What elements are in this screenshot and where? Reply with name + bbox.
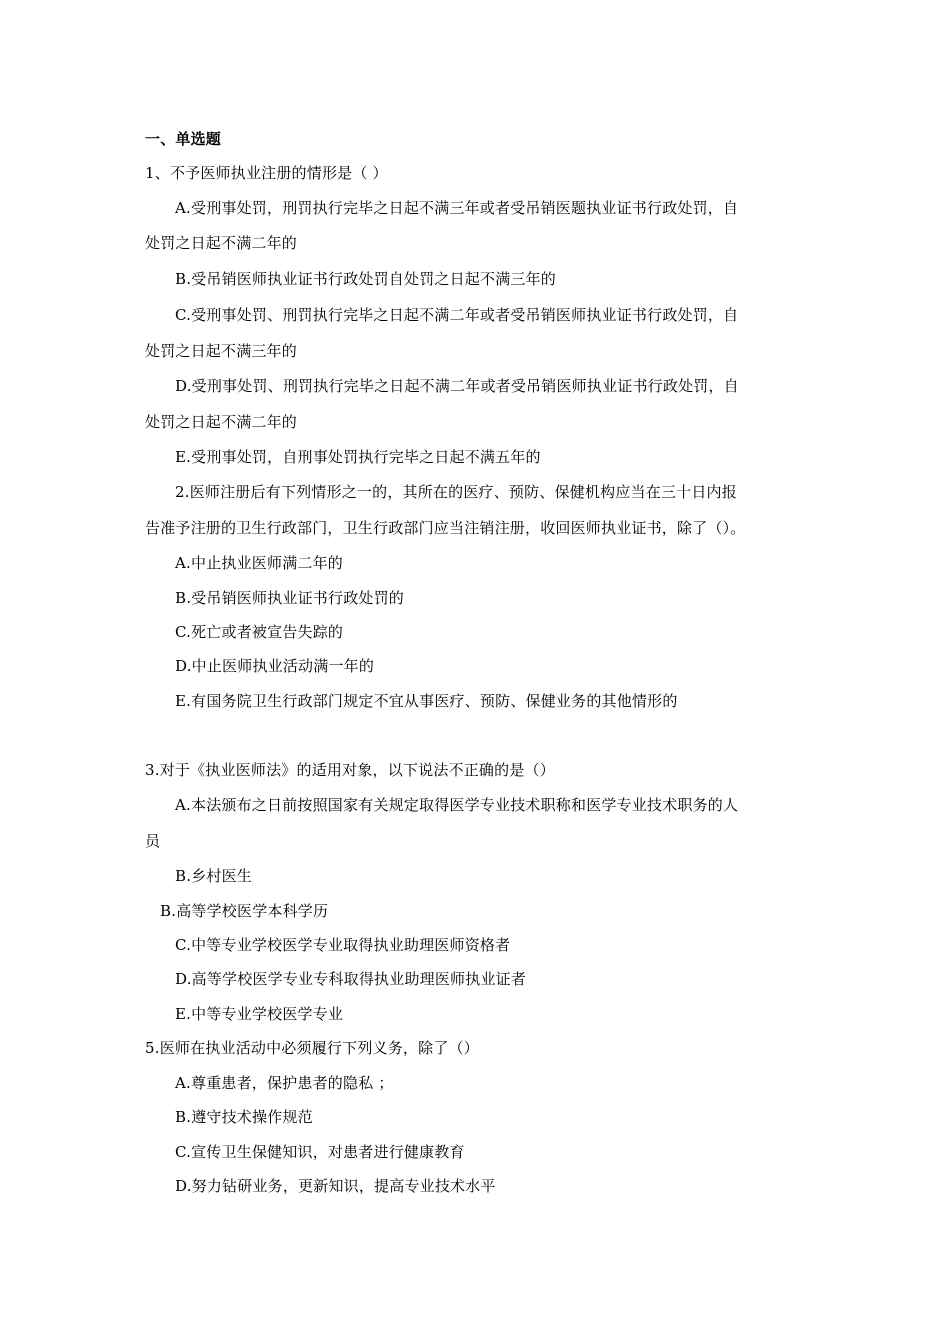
- question-2-option-d: D.中止医师执业活动满一年的: [175, 657, 375, 675]
- question-1-option-d: D.受刑事处罚、刑罚执行完毕之日起不满二年或者受吊销医师执业证书行政处罚，自: [175, 377, 739, 395]
- question-1-option-b: B.受吊销医师执业证书行政处罚自处罚之日起不满三年的: [175, 270, 556, 288]
- question-2-stem-cont: 告准予注册的卫生行政部门，卫生行政部门应当注销注册，收回医师执业证书，除了（）。: [145, 519, 746, 537]
- question-3-option-a: A.本法颁布之日前按照国家有关规定取得医学专业技术职称和医学专业技术职务的人: [175, 796, 739, 814]
- question-2-option-e: E.有国务院卫生行政部门规定不宜从事医疗、预防、保健业务的其他情形的: [175, 692, 678, 710]
- question-2-stem: 2.医师注册后有下列情形之一的，其所在的医疗、预防、保健机构应当在三十日内报: [175, 483, 737, 501]
- question-1-option-c: C.受刑事处罚、刑罚执行完毕之日起不满二年或者受吊销医师执业证书行政处罚，自: [175, 306, 739, 324]
- question-5-option-b: B.遵守技术操作规范: [175, 1108, 313, 1126]
- question-1-option-a-cont: 处罚之日起不满二年的: [145, 234, 298, 252]
- question-3-option-e: E.中等专业学校医学专业: [175, 1005, 344, 1023]
- question-5-option-a: A.尊重患者，保护患者的隐私 ；: [175, 1074, 394, 1092]
- question-5-stem: 5.医师在执业活动中必须履行下列义务，除了（）: [145, 1039, 479, 1057]
- question-3-stem: 3.对于《执业医师法》的适用对象，以下说法不正确的是（）: [145, 761, 555, 779]
- question-3-option-c: C.中等专业学校医学专业取得执业助理医师资格者: [175, 936, 511, 954]
- question-3-option-b: B.乡村医生: [175, 867, 252, 885]
- section-title: 一、单选题: [145, 130, 222, 148]
- question-5-option-d: D.努力钻研业务，更新知识，提高专业技术水平: [175, 1177, 496, 1195]
- question-3-option-d: D.高等学校医学专业专科取得执业助理医师执业证者: [175, 970, 527, 988]
- question-1-option-a: A.受刑事处罚，刑罚执行完毕之日起不满三年或者受吊销医题执业证书行政处罚，自: [175, 199, 739, 217]
- question-2-option-c: C.死亡或者被宣告失踪的: [175, 623, 344, 641]
- question-1-option-c-cont: 处罚之日起不满三年的: [145, 342, 298, 360]
- question-2-option-a: A.中止执业医师满二年的: [175, 554, 344, 572]
- question-5-option-c: C.宣传卫生保健知识，对患者进行健康教育: [175, 1143, 465, 1161]
- question-3-option-b2: B.高等学校医学本科学历: [160, 902, 329, 920]
- question-2-option-b: B.受吊销医师执业证书行政处罚的: [175, 589, 404, 607]
- question-1-option-e: E.受刑事处罚，自刑事处罚执行完毕之日起不满五年的: [175, 448, 541, 466]
- question-1-stem: 1、不予医师执业注册的情形是（ ）: [145, 164, 388, 182]
- question-3-option-a-cont: 员: [145, 832, 161, 850]
- question-1-option-d-cont: 处罚之日起不满二年的: [145, 413, 298, 431]
